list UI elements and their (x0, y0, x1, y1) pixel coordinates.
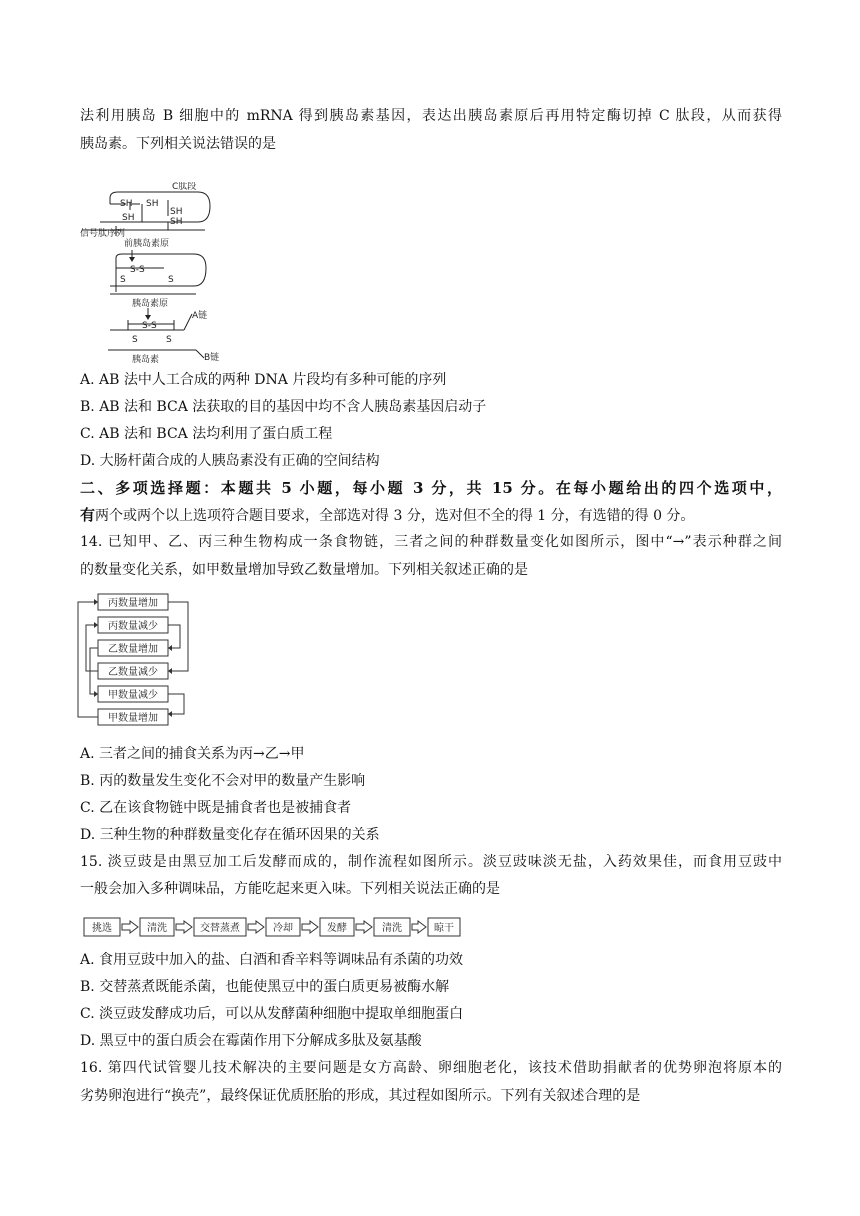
label-sh-3: SH (122, 213, 135, 223)
section2-heading-cont-text: 两个或两个以上选项符合题目要求，全部选对得 3 分，选对但不全的得 1 分，有选错的得 0 分。 (95, 508, 695, 524)
label-sh-2: SH (146, 199, 159, 209)
box-a-decrease: 甲数量减少 (108, 690, 158, 701)
q14-option-c: C. 乙在该食物链中既是捕食者也是被捕食者 (80, 800, 352, 816)
step-dry: 晾干 (434, 923, 454, 934)
label-s-a: S (120, 275, 126, 285)
step-ferment: 发酵 (327, 923, 347, 934)
step-cool: 冷却 (273, 923, 293, 934)
label-insulin: 胰岛素 (132, 355, 160, 365)
box-c-decrease: 丙数量减少 (108, 621, 158, 632)
box-b-decrease: 乙数量减少 (108, 667, 158, 678)
q14-option-b: B. 丙的数量发生变化不会对甲的数量产生影响 (80, 773, 366, 789)
q15-stem-line1: 15. 淡豆豉是由黑豆加工后发酵而成的，制作流程如图所示。淡豆豉味淡无盐，入药效果佳，而食用豆豉中 (80, 854, 782, 870)
label-signal-peptide: 信号肽序列 (80, 229, 126, 239)
population-change-figure (72, 588, 202, 732)
section2-heading-cont (80, 505, 782, 526)
section2-heading-cont-bold: 有 (80, 506, 96, 524)
label-b-chain: B链 (204, 353, 220, 363)
q15-option-b: B. 交替蒸煮既能杀菌，也能使黑豆中的蛋白质更易被酶水解 (80, 979, 450, 995)
label-sh-4: SH (170, 207, 183, 217)
q16-stem-line1: 16. 第四代试管婴儿技术解决的主要问题是女方高龄、卵细胞老化，该技术借助捐献者的优势卵泡将原本的 (80, 1060, 782, 1076)
q15-option-d: D. 黑豆中的蛋白质会在霉菌作用下分解成多肽及氨基酸 (80, 1033, 422, 1049)
label-sh-1: SH (120, 199, 133, 209)
q13-option-b: B. AB 法和 BCA 法获取的目的基因中均不含人胰岛素基因启动子 (80, 399, 487, 415)
step-wash-1: 清洗 (147, 923, 167, 934)
q14-option-d: D. 三种生物的种群数量变化存在循环因果的关系 (80, 827, 380, 843)
q14-option-a: A. 三者之间的捕食关系为丙→乙→甲 (80, 746, 305, 762)
insulin-processing-figure (80, 182, 230, 366)
box-c-increase: 丙数量增加 (108, 598, 158, 609)
q13-stem-line1: 法利用胰岛 B 细胞中的 mRNA 得到胰岛素基因，表达出胰岛素原后再用特定酶切掉 C 肽段，从而获得 (80, 108, 782, 124)
q13-stem-line2: 胰岛素。下列相关说法错误的是 (80, 136, 276, 152)
step-steam: 交替蒸煮 (200, 923, 240, 934)
process-flow-figure (82, 914, 462, 940)
step-wash-2: 清洗 (382, 923, 402, 934)
label-proinsulin: 胰岛素原 (132, 299, 169, 309)
section2-heading: 二、多项选择题：本题共 5 小题，每小题 3 分，共 15 分。在每小题给出的四个选项中， (80, 479, 782, 497)
label-sh-5: SH (170, 217, 183, 227)
label-a-chain: A链 (192, 311, 208, 321)
label-disulfide-2: S-S (142, 321, 157, 331)
label-disulfide-1: S-S (130, 265, 145, 275)
q13-option-c: C. AB 法和 BCA 法均利用了蛋白质工程 (80, 426, 333, 442)
q13-option-a: A. AB 法中人工合成的两种 DNA 片段均有多种可能的序列 (80, 372, 447, 388)
q13-option-d: D. 大肠杆菌合成的人胰岛素没有正确的空间结构 (80, 453, 380, 469)
q15-option-a: A. 食用豆豉中加入的盐、白酒和香辛料等调味品有杀菌的功效 (80, 952, 464, 968)
label-s-b: S (168, 275, 174, 285)
q14-stem-line2: 的数量变化关系，如甲数量增加导致乙数量增加。下列相关叙述正确的是 (80, 562, 528, 578)
box-b-increase: 乙数量增加 (108, 644, 158, 655)
label-s-c: S (132, 335, 138, 345)
q14-stem-line1: 14. 已知甲、乙、丙三种生物构成一条食物链，三者之间的种群数量变化如图所示，图中“→”表示种群之间 (80, 534, 782, 550)
label-c-peptide: C肽段 (172, 182, 197, 192)
q16-stem-line2: 劣势卵泡进行“换壳”，最终保证优质胚胎的形成，其过程如图所示。下列有关叙述合理的是 (80, 1088, 641, 1104)
box-a-increase: 甲数量增加 (108, 713, 158, 724)
q15-stem-line2: 一般会加入多种调味品，方能吃起来更入味。下列相关说法正确的是 (80, 881, 500, 897)
step-select: 挑选 (92, 923, 112, 934)
label-pre-proinsulin: 前胰岛素原 (124, 239, 170, 249)
label-s-d: S (166, 335, 172, 345)
q15-option-c: C. 淡豆豉发酵成功后，可以从发酵菌种细胞中提取单细胞蛋白 (80, 1006, 464, 1022)
